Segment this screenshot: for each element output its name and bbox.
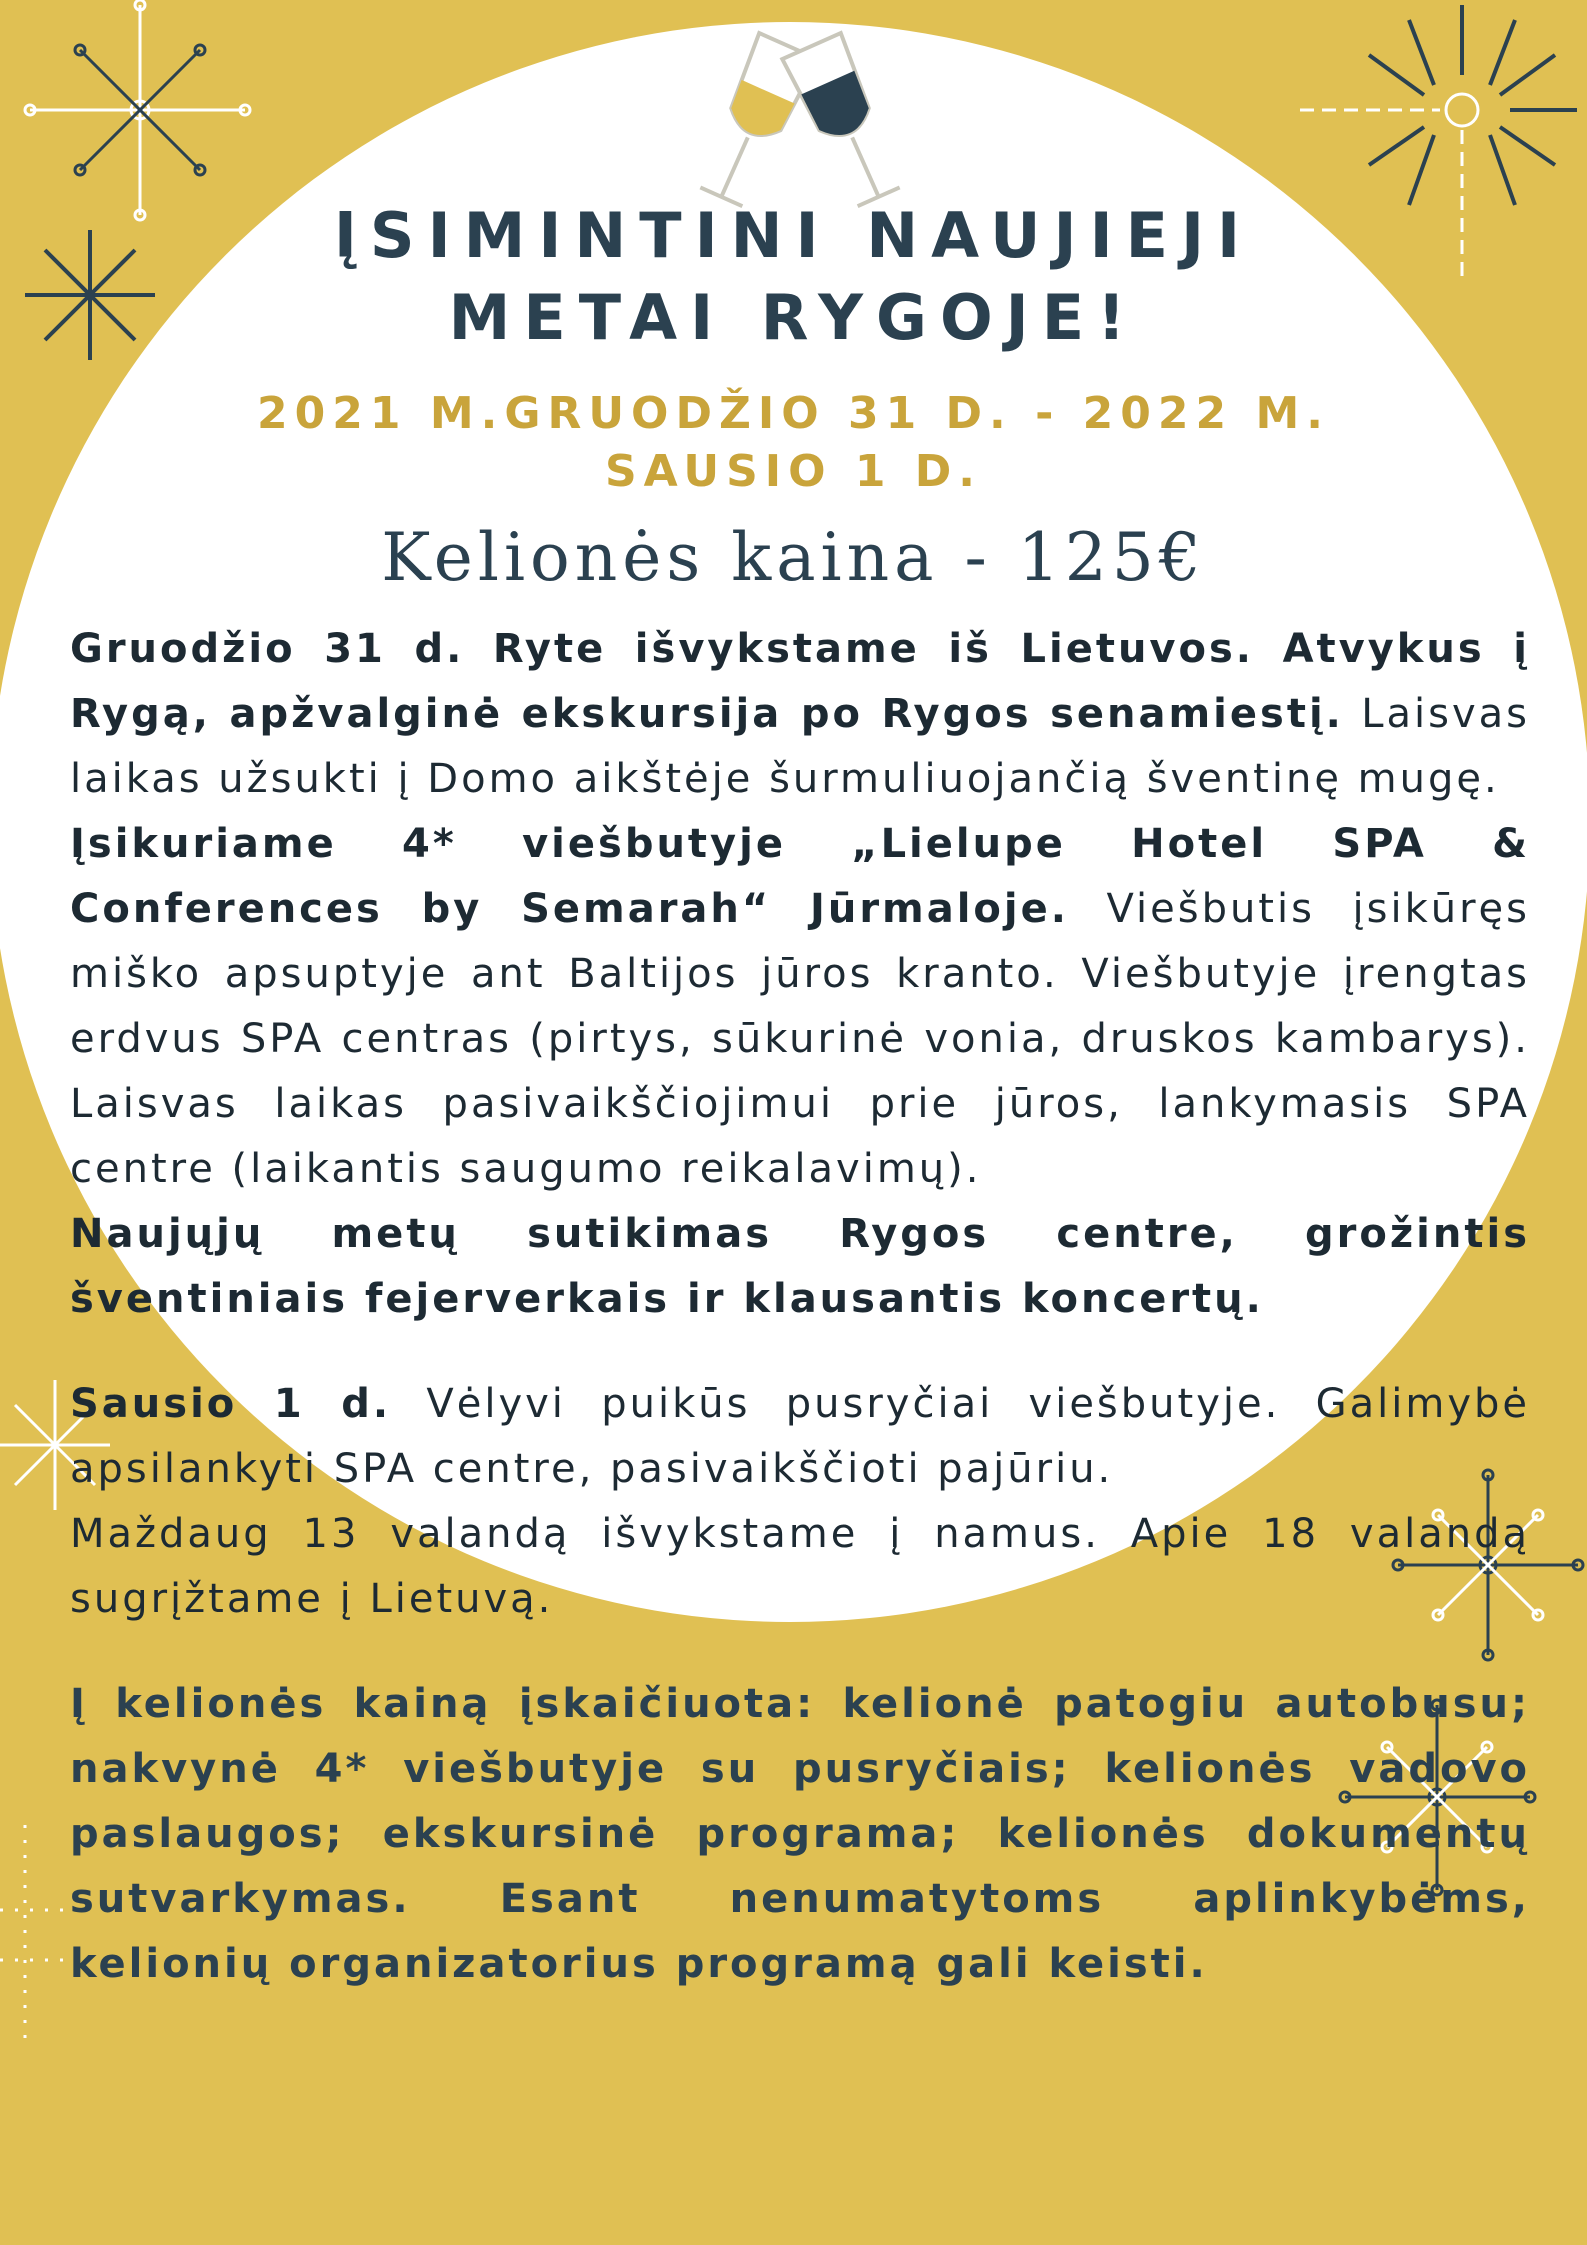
hotel-text: Viešbutis įsikūręs miško apsuptyje ant Baltijos jūros kranto. Viešbutyje įrengtas erdvus SPA centras (pirtys, sūkurinė vonia, druskos kambarys). Laisvas laikas pasivaikščiojimui prie jūros, lankymasis SPA centre (laikantis saugumo reikalavimų). <box>70 886 1530 1192</box>
included-paragraph: Į kelionės kainą įskaičiuota: kelionė patogiu autobusu; nakvynė 4* viešbutyje su pusryčiais; kelionės vadovo paslaugos; ekskursinė programa; kelionės dokumentų sutvarkymas. Esant nenumatytoms aplinkybėms, kelionių organizatorius programą gali keisti. <box>70 1681 1530 1987</box>
trip-price: Kelionės kaina - 125€ <box>381 519 1206 596</box>
day1-bold: Gruodžio 31 d. Ryte išvykstame iš Lietuvos. Atvykus į Rygą, apžvalginė ekskursija po Rygos senamiestį. <box>70 626 1530 737</box>
program-text <box>70 617 1530 1997</box>
champagne-glasses-icon <box>692 33 908 210</box>
day2-bold: Sausio 1 d. <box>70 1381 392 1427</box>
sparkle-icon <box>25 230 155 360</box>
firework-icon <box>25 0 250 220</box>
day1-paragraph <box>70 617 1530 812</box>
dates-line: SAUSIO 1 D. <box>604 446 983 497</box>
title-line: ĮSIMINTINI NAUJIEJI <box>333 199 1254 272</box>
day2-text: Vėlyvi puikūs pusryčiai viešbutyje. Galimybė apsilankyti SPA centre, pasivaikščioti pajūriu. <box>70 1381 1530 1492</box>
firework-icon <box>1369 5 1577 205</box>
newyear-bold: Naujųjų metų sutikimas Rygos centre, grožintis šventiniais fejerverkais ir klausantis koncertų. <box>70 1211 1530 1322</box>
trip-dates <box>150 385 1437 501</box>
hotel-paragraph <box>70 812 1530 1202</box>
title-line: METAI RYGOJE! <box>448 281 1139 354</box>
page-title <box>150 195 1437 359</box>
day1-text: Laisvas laikas užsukti į Domo aikštėje šurmuliuojančią šventinę mugę. <box>70 691 1530 802</box>
day2-paragraph <box>70 1372 1530 1502</box>
dates-line: 2021 M.GRUODŽIO 31 D. - 2022 M. <box>257 388 1330 439</box>
return-paragraph: Maždaug 13 valandą išvykstame į namus. Apie 18 valandą sugrįžtame į Lietuvą. <box>70 1511 1530 1622</box>
newyear-paragraph <box>70 1202 1530 1332</box>
hotel-bold: Įsikuriame 4* viešbutyje „Lielupe Hotel SPA & Conferences by Semarah“ Jūrmaloje. <box>70 821 1530 932</box>
